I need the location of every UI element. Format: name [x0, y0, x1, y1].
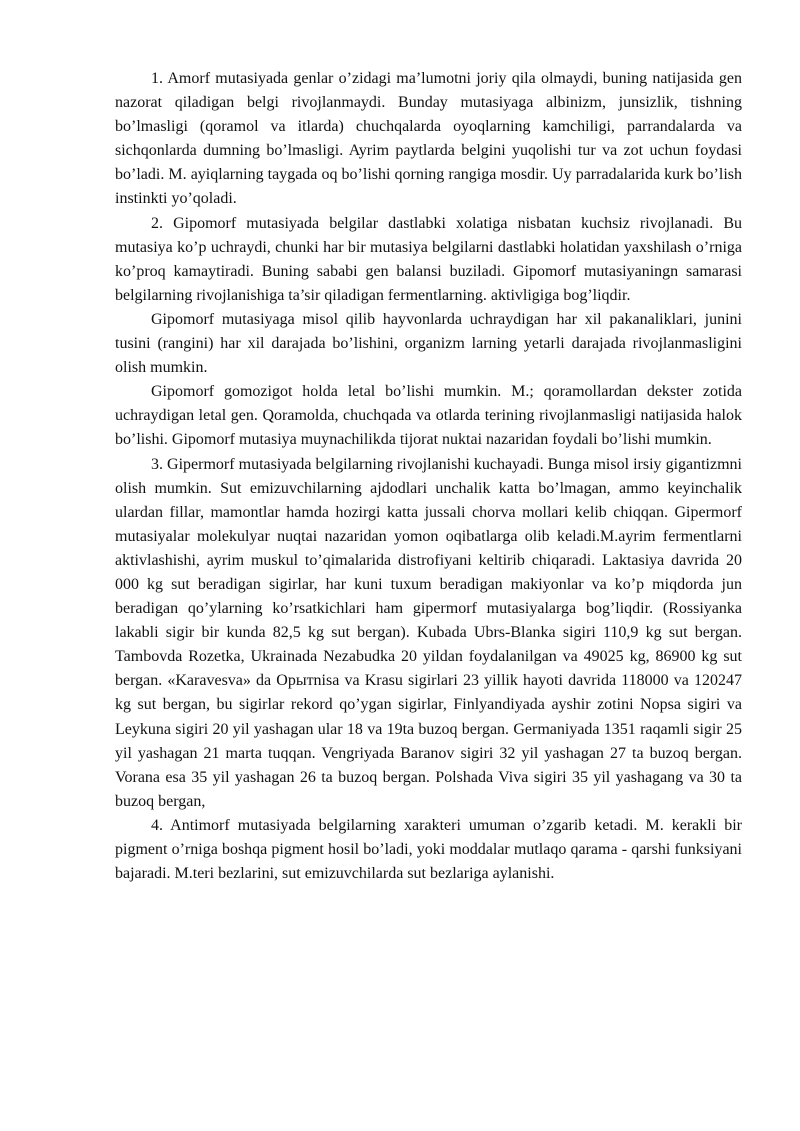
paragraph-gipermorf: 3. Gipermorf mutasiyada belgilarning rivojlanishi kuchayadi. Bunga misol irsiy gigantizmni olish mumkin. Sut emizuvchilarning ajdodlari unchalik katta bo’lmagan, ammo keyinchalik ulardan fillar, mamontlar hamda hozirgi katta jussali chorva mollari kelib chiqqan. Gipermorf mutasiyalar molekulyar nuqtai nazaridan yomon oqibatlarga olib keladi.M.ayrim fermentlarni aktivlashishi, ayrim muskul to’qimalarida distrofiyani keltirib chiqaradi. Laktasiya davrida 20 000 kg sut beradigan sigirlar, har kuni tuxum beradigan makiyonlar va ko’p miqdorda jun beradigan qo’ylarning ko’rsatkichlari ham gipermorf mutasiyalarga bog’liqdir. (Rossiyanka lakabli sigir bir kunda 82,5 kg sut bergan). Kubada Ubrs-Blanka sigiri 110,9 kg sut bergan. Tambovda Rozetka, Ukrainada Nezabudka 20 yildan foydalanilgan va 49025 kg, 86900 kg sut bergan. «Karavesva» da Opытnisa va Krasu sigirlari 23 yillik hayoti davrida 118000 va 120247 kg sut bergan, bu sigirlar rekord qo’ygan sigirlar, Finlyandiyada ayshir zotini Nopsa sigiri va Leykuna sigiri 20 yil yashagan ular 18 va 19ta buzoq bergan. Germaniyada 1351 raqamli sigir 25 yil yashagan 21 marta tuqqan. Vengriyada Baranov sigiri 32 yil yashagan 27 ta buzoq bergan. Vorana esa 35 yil yashagan 26 ta buzoq bergan. Polshada Viva sigiri 35 yil yashagang va 30 ta buzoq bergan, — [115, 455, 742, 810]
paragraph-gipomorf-lethal: Gipomorf gomozigot holda letal bo’lishi mumkin. M.; qoramollardan dekster zotida uchraydigan letal gen. Qoramolda, chuchqada va otlarda terining rivojlanmasligi natijasida halok bo’lishi. Gipomorf mutasiya muynachilikda tijorat nuktai nazaridan foydali bo’lishi mumkin. — [115, 383, 742, 449]
document-page — [115, 67, 742, 886]
paragraph-amorf: 1. Amorf mutasiyada genlar o’zidagi ma’lumotni joriy qila olmaydi, buning natijasida gen nazorat qiladigan belgi rivojlanmaydi. Bunday mutasiyaga albinizm, junsizlik, tishning bo’lmasligi (qoramol va itlarda) chuchqalarda oyoqlarning kamchiligi, parrandalarda va sichqonlarda dumning bo’lmasligi. Ayrim paytlarda belgini yuqolishi tur va zot uchun foydasi bo’ladi. M. ayiqlarning taygada oq bo’lishi qorning rangiga mosdir. Uy parradalarida kurk bo’lish instinkti yo’qoladi. — [115, 70, 742, 208]
paragraph-gipomorf: 2. Gipomorf mutasiyada belgilar dastlabki xolatiga nisbatan kuchsiz rivojlanadi. Bu mutasiya ko’p uchraydi, chunki har bir mutasiya belgilarni dastlabki holatidan yaxshilash o’rniga ko’proq kamaytiradi. Buning sababi gen balansi buziladi. Gipomorf mutasiyaningn samarasi belgilarning rivojlanishiga ta’sir qiladigan fermentlarning. aktivligiga bog’liqdir. — [115, 214, 742, 304]
paragraph-antimorf: 4. Antimorf mutasiyada belgilarning xarakteri umuman o’zgarib ketadi. M. kerakli bir pigment o’rniga boshqa pigment hosil bo’ladi, yoki moddalar mutlaqo qarama - qarshi funksiyani bajaradi. M.teri bezlarini, sut emizuvchilarda sut bezlariga aylanishi. — [115, 816, 742, 883]
paragraph-gipomorf-examples: Gipomorf mutasiyaga misol qilib hayvonlarda uchraydigan har xil pakanaliklari, junini tusini (rangini) har xil darajada bo’lishini, organizm larning yetarli darajada rivojlanmasligini olish mumkin. — [115, 310, 742, 377]
